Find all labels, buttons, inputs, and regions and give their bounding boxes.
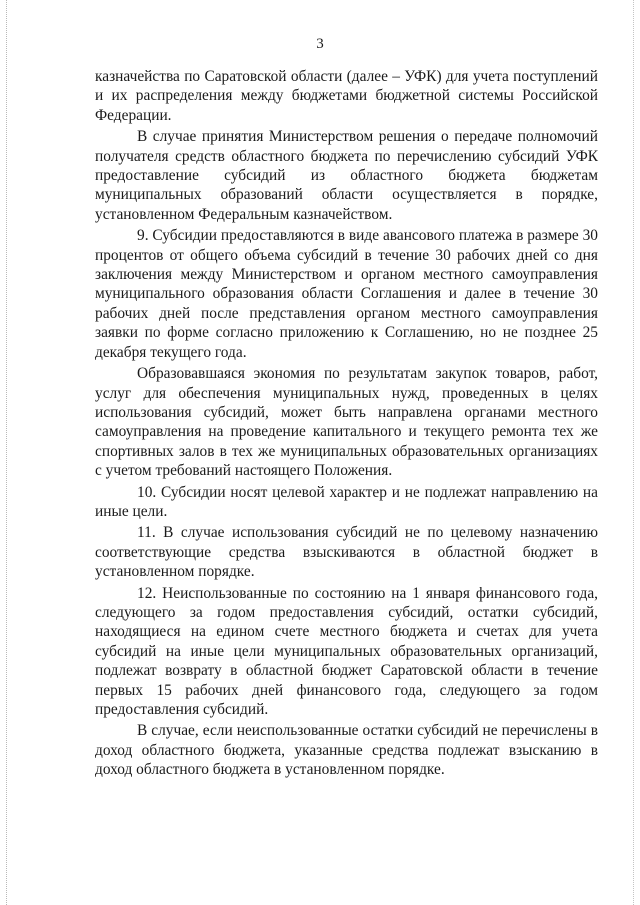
- paragraph-item-10-targeted-use: 10. Субсидии носят целевой характер и не подлежат направлению на иные цели.: [95, 483, 598, 520]
- scan-edge-left: [6, 0, 7, 905]
- paragraph-recovery-of-balances: В случае, если неиспользованные остатки субсидий не перечислены в доход областного бюджета, указанные средства подлежат взысканию в доход областного бюджета в установленном порядке.: [95, 722, 598, 779]
- paragraph-procurement-savings: Образовавшаяся экономия по результатам закупок товаров, работ, услуг для обеспечения муниципальных нужд, проведенных в целях использования субсидий, может быть направлена органами местного самоуправления на проведение капитального и текущего ремонта тех же спортивных залов в тех же муниципальных образовательных организациях с учетом требований настоящего Положения.: [95, 365, 598, 480]
- paragraph-item-12-unused-balances: 12. Неиспользованные по состоянию на 1 января финансового года, следующего за годом предоставления субсидий, остатки субсидий, находящиеся на едином счете местного бюджета и счетах для учета субсидий на иные цели муниципальных образовательных организаций, подлежат возврату в областной бюджет Саратовской области в течение первых 15 рабочих дней финансового года, следующего за годом предоставления субсидий.: [95, 584, 598, 718]
- document-body: [95, 67, 598, 782]
- page-number: 3: [316, 36, 324, 52]
- paragraph-item-9-advance-payment: 9. Субсидии предоставляются в виде авансового платежа в размере 30 процентов от общего объема субсидий в течение 30 рабочих дней со дня заключения между Министерством и органом местного самоуправления муниципального образования области Соглашения и далее в течение 30 рабочих дней после представления органом местного самоуправления заявки по форме согласно приложению к Соглашению, но не позднее 25 декабря текущего года.: [95, 227, 598, 361]
- paragraph-treasury-continuation: казначейства по Саратовской области (далее – УФК) для учета поступлений и их распределения между бюджетами бюджетной системы Российской Федерации.: [95, 68, 598, 124]
- paragraph-item-11-misuse-recovery: 11. В случае использования субсидий не по целевому назначению соответствующие средства взыскиваются в областной бюджет в установленном порядке.: [95, 524, 598, 581]
- paragraph-transfer-of-powers: В случае принятия Министерством решения о передаче полномочий получателя средств областного бюджета по перечислению субсидий УФК предоставление субсидий из областного бюджета бюджетам муниципальных образований области осуществляется в порядке, установленном Федеральным казначейством.: [95, 128, 598, 223]
- scan-edge-right: [633, 0, 634, 905]
